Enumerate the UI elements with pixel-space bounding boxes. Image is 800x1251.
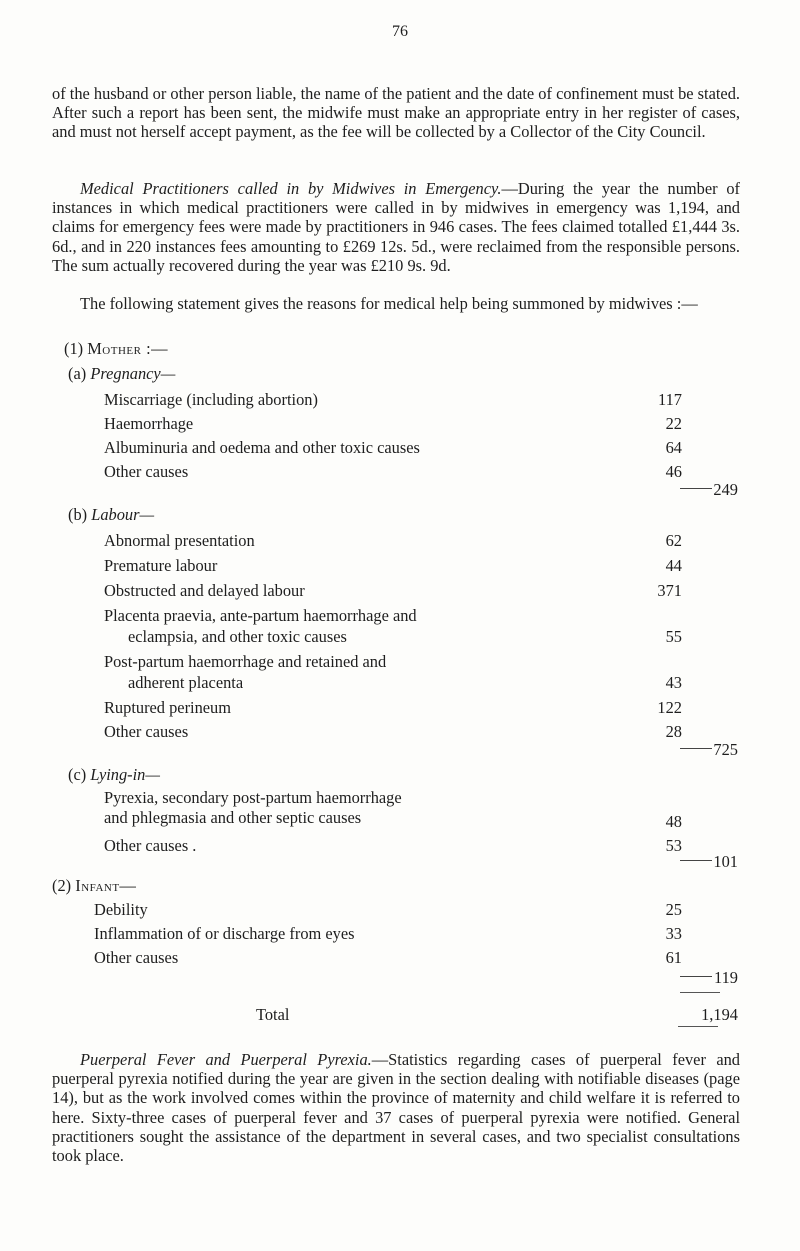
row-value: 48 bbox=[665, 812, 682, 831]
row-value: 62 bbox=[665, 531, 682, 550]
section-mother-label: Mother :— bbox=[87, 339, 169, 358]
subsection-pregnancy-num: (a) bbox=[68, 364, 87, 383]
paragraph-puerperal-heading: Puerperal Fever and Puerperal Pyrexia. bbox=[80, 1050, 372, 1069]
row-label: Ruptured perineum bbox=[104, 698, 231, 717]
table-row bbox=[104, 606, 417, 625]
row-label: Miscarriage (including abortion) bbox=[104, 390, 318, 409]
subsection-lying-in bbox=[68, 765, 160, 784]
table-row bbox=[104, 438, 420, 457]
section-mother-num: (1) bbox=[64, 339, 84, 358]
subsection-lying-in-label: Lying-in— bbox=[90, 765, 160, 784]
subtotal-pregnancy: 249 bbox=[713, 480, 738, 499]
row-label-continued: eclampsia, and other toxic causes bbox=[128, 627, 347, 646]
table-row bbox=[104, 556, 217, 575]
row-value: 33 bbox=[665, 924, 682, 943]
subsection-labour bbox=[68, 505, 154, 524]
section-infant-num: (2) bbox=[52, 876, 72, 895]
total-rule-top bbox=[680, 992, 720, 993]
row-label: Obstructed and delayed labour bbox=[104, 581, 305, 600]
row-label: Pyrexia, secondary post-partum haemorrhage bbox=[104, 788, 402, 807]
subtotal-infant: 119 bbox=[714, 968, 738, 987]
table-row bbox=[104, 531, 255, 550]
subsection-pregnancy-label: Pregnancy— bbox=[90, 364, 176, 383]
table-row-continued bbox=[104, 808, 361, 827]
paragraph-emergency-body: —During the year the number of instances in which medical practitioners were called in by midwives in emergency was 1,194, and claims for emergency fees were made by practitioners in 946 cases. The fees claimed totalled £1,444 3s. 6d., and in 220 instances fees amounting to £269 12s. 5d., were reclaimed from the responsible persons. The sum actually recovered during the year was £210 9s. 9d. bbox=[52, 179, 740, 275]
row-label: Other causes bbox=[94, 948, 179, 967]
paragraph-puerperal-body: —Statistics regarding cases of puerperal fever and puerperal pyrexia notified during the year are given in the section dealing with notifiable diseases (page 14), but as the work involved comes within the province of maternity and child welfare it is referred to here. Sixty-three cases of puerperal fever and 37 cases of puerperal pyrexia were notified. General practitioners sought the assistance of the department in several cases, and two specialist consultations took place. bbox=[52, 1050, 740, 1166]
row-label: Premature labour bbox=[104, 556, 218, 575]
paragraph-confinement-report: of the husband or other person liable, the name of the patient and the date of confinement must be stated. After such a report has been sent, the midwife must make an appropriate entry in her register of cases, and must not herself accept payment, as the fee will be collected by a Collector of the City Council. bbox=[52, 84, 740, 142]
row-label: Placenta praevia, ante-partum haemorrhage and bbox=[104, 606, 417, 625]
row-value: 55 bbox=[665, 627, 682, 646]
table-row bbox=[104, 836, 196, 855]
table-row bbox=[94, 924, 355, 943]
row-label: Other causes . bbox=[104, 836, 197, 855]
paragraph-emergency-heading: Medical Practitioners called in by Midwives in Emergency. bbox=[80, 179, 502, 198]
table-row-continued bbox=[128, 673, 243, 692]
row-value: 117 bbox=[658, 390, 682, 409]
row-value: 28 bbox=[665, 722, 682, 741]
row-value: 122 bbox=[657, 698, 682, 717]
table-row bbox=[104, 581, 305, 600]
row-label: Other causes bbox=[104, 722, 189, 741]
row-label: Debility bbox=[94, 900, 148, 919]
row-value: 22 bbox=[665, 414, 682, 433]
row-value: 46 bbox=[665, 462, 682, 481]
row-value: 25 bbox=[665, 900, 682, 919]
paragraph-emergency bbox=[52, 179, 740, 275]
subsection-labour-num: (b) bbox=[68, 505, 88, 524]
table-row bbox=[94, 948, 178, 967]
total-value: 1,194 bbox=[701, 1005, 738, 1024]
subsection-labour-label: Labour— bbox=[91, 505, 155, 524]
row-value: 61 bbox=[665, 948, 682, 967]
total-label: Total bbox=[256, 1005, 290, 1024]
paragraph-puerperal bbox=[52, 1050, 740, 1165]
table-row bbox=[104, 788, 402, 807]
table-row bbox=[104, 652, 386, 671]
row-label: Abnormal presentation bbox=[104, 531, 255, 550]
row-label: Other causes bbox=[104, 462, 189, 481]
row-value: 43 bbox=[665, 673, 682, 692]
table-row bbox=[94, 900, 148, 919]
row-label: Haemorrhage bbox=[104, 414, 194, 433]
section-infant-label: Infant— bbox=[75, 876, 137, 895]
subtotal-lying-in: 101 bbox=[713, 852, 738, 871]
table-row bbox=[104, 722, 188, 741]
row-value: 371 bbox=[657, 581, 682, 600]
row-label-continued: and phlegmasia and other septic causes bbox=[104, 808, 362, 827]
row-label: Post-partum haemorrhage and retained and bbox=[104, 652, 387, 671]
table-row-continued bbox=[128, 627, 347, 646]
subsection-lying-in-num: (c) bbox=[68, 765, 87, 784]
row-value: 64 bbox=[665, 438, 682, 457]
section-infant bbox=[52, 876, 136, 895]
subsection-pregnancy bbox=[68, 364, 175, 383]
row-value: 53 bbox=[665, 836, 682, 855]
section-mother bbox=[64, 339, 168, 358]
paragraph-statement-intro: The following statement gives the reasons for medical help being summoned by midwives :— bbox=[80, 294, 698, 313]
table-row bbox=[104, 414, 193, 433]
table-row bbox=[104, 698, 231, 717]
subtotal-labour: 725 bbox=[713, 740, 738, 759]
row-label: Albuminuria and oedema and other toxic causes bbox=[104, 438, 420, 457]
table-row bbox=[104, 390, 318, 409]
row-label-continued: adherent placenta bbox=[128, 673, 244, 692]
row-value: 44 bbox=[665, 556, 682, 575]
row-label: Inflammation of or discharge from eyes bbox=[94, 924, 355, 943]
page-number: 76 bbox=[392, 23, 408, 40]
table-row bbox=[104, 462, 188, 481]
total-rule-bottom bbox=[678, 1026, 718, 1027]
